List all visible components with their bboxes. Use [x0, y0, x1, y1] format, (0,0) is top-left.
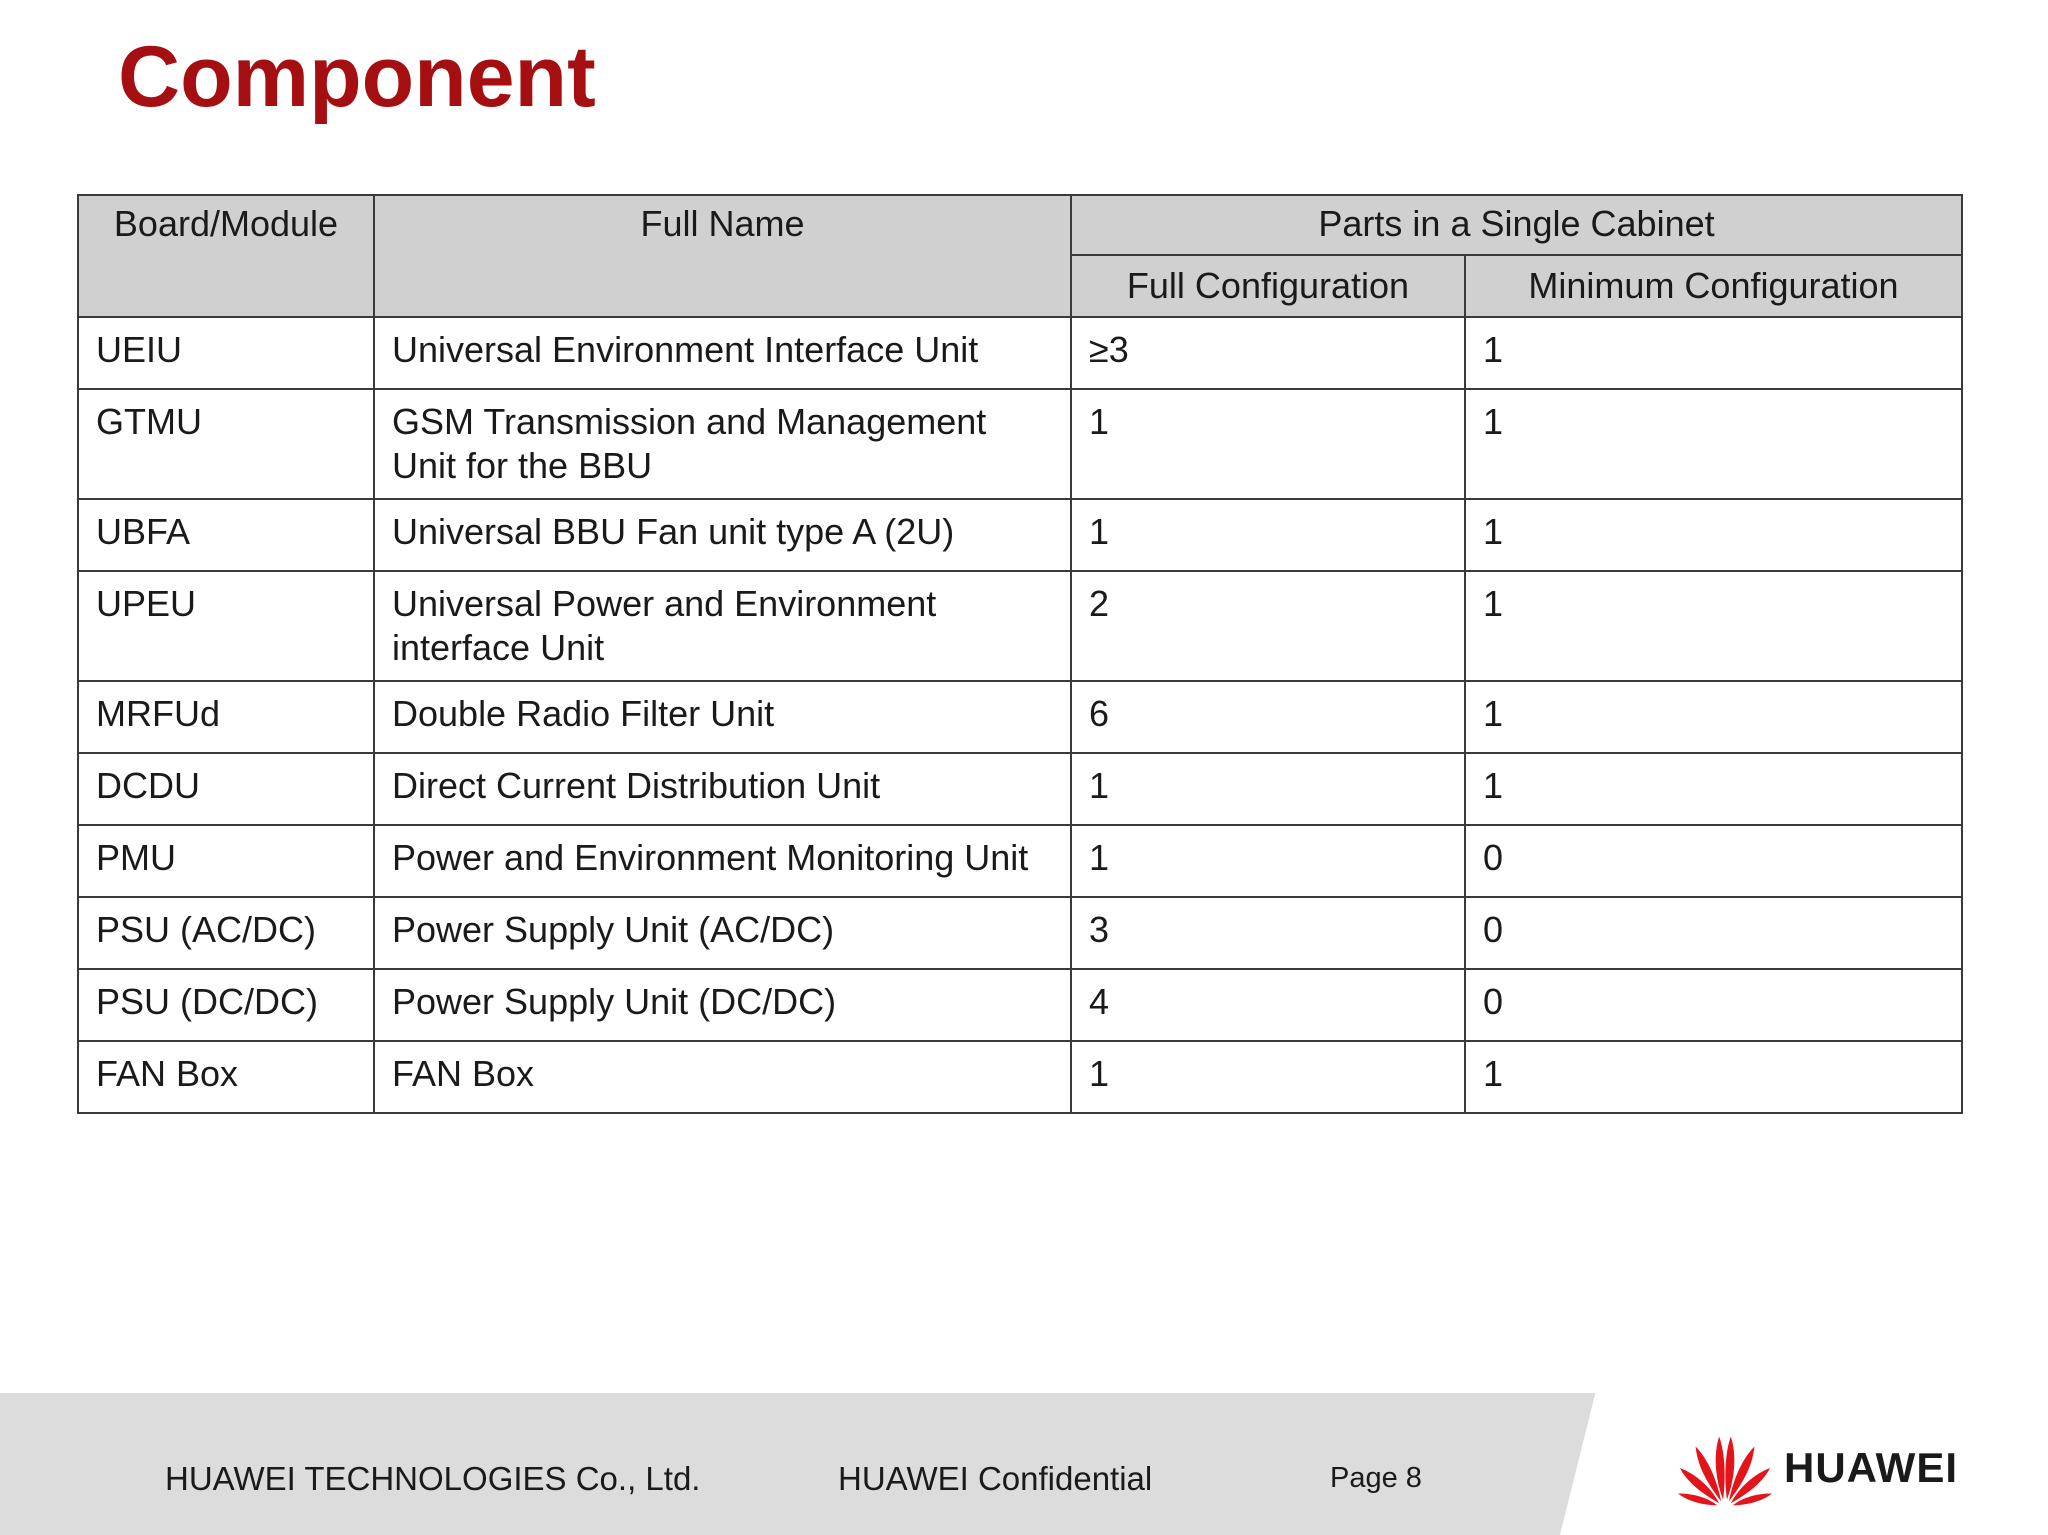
header-full-name: Full Name	[374, 195, 1071, 317]
board-cell: FAN Box	[78, 1041, 374, 1113]
header-minimum-configuration: Minimum Configuration	[1465, 255, 1962, 317]
min-config-cell: 1	[1465, 1041, 1962, 1113]
footer-company: HUAWEI TECHNOLOGIES Co., Ltd.	[165, 1460, 701, 1497]
page-title: Component	[118, 29, 596, 125]
table-row	[78, 571, 1962, 681]
full-config-cell: 3	[1071, 897, 1465, 969]
components-table	[77, 194, 1963, 1114]
full-config-cell: ≥3	[1071, 317, 1465, 389]
full-config-cell: 1	[1071, 825, 1465, 897]
full-config-cell: 1	[1071, 389, 1465, 499]
full-config-cell: 4	[1071, 969, 1465, 1041]
full-config-cell: 1	[1071, 499, 1465, 571]
header-parts-group: Parts in a Single Cabinet	[1071, 195, 1962, 255]
board-cell: PSU (DC/DC)	[78, 969, 374, 1041]
min-config-cell: 0	[1465, 897, 1962, 969]
min-config-cell: 1	[1465, 389, 1962, 499]
full-config-cell: 1	[1071, 1041, 1465, 1113]
board-cell: UBFA	[78, 499, 374, 571]
table-header-row	[78, 195, 1962, 255]
full-name-cell: Universal Environment Interface Unit	[374, 317, 1071, 389]
board-cell: DCDU	[78, 753, 374, 825]
table-row	[78, 753, 1962, 825]
header-board-module: Board/Module	[78, 195, 374, 317]
table-row	[78, 825, 1962, 897]
footer-confidential: HUAWEI Confidential	[838, 1460, 1153, 1497]
full-name-cell: Double Radio Filter Unit	[374, 681, 1071, 753]
full-name-cell: Universal Power and Environment interface Unit	[374, 571, 1071, 681]
table-row	[78, 499, 1962, 571]
table-row	[78, 897, 1962, 969]
logo-wordmark: HUAWEI	[1784, 1444, 1958, 1491]
full-name-cell: FAN Box	[374, 1041, 1071, 1113]
full-name-cell: Power Supply Unit (DC/DC)	[374, 969, 1071, 1041]
min-config-cell: 0	[1465, 825, 1962, 897]
board-cell: PMU	[78, 825, 374, 897]
table-row	[78, 1041, 1962, 1113]
full-name-cell: Universal BBU Fan unit type A (2U)	[374, 499, 1071, 571]
board-cell: UEIU	[78, 317, 374, 389]
huawei-logo	[1676, 1428, 1958, 1508]
board-cell: PSU (AC/DC)	[78, 897, 374, 969]
min-config-cell: 1	[1465, 499, 1962, 571]
min-config-cell: 1	[1465, 317, 1962, 389]
table-row	[78, 681, 1962, 753]
huawei-petals-icon	[1676, 1428, 1774, 1508]
board-cell: UPEU	[78, 571, 374, 681]
full-name-cell: GSM Transmission and Management Unit for the BBU	[374, 389, 1071, 499]
full-config-cell: 6	[1071, 681, 1465, 753]
min-config-cell: 1	[1465, 681, 1962, 753]
page-number: Page 8	[1330, 1462, 1422, 1494]
full-name-cell: Direct Current Distribution Unit	[374, 753, 1071, 825]
table-row	[78, 969, 1962, 1041]
board-cell: MRFUd	[78, 681, 374, 753]
full-config-cell: 2	[1071, 571, 1465, 681]
full-config-cell: 1	[1071, 753, 1465, 825]
min-config-cell: 1	[1465, 571, 1962, 681]
board-cell: GTMU	[78, 389, 374, 499]
full-name-cell: Power and Environment Monitoring Unit	[374, 825, 1071, 897]
table-row	[78, 389, 1962, 499]
min-config-cell: 1	[1465, 753, 1962, 825]
header-full-configuration: Full Configuration	[1071, 255, 1465, 317]
full-name-cell: Power Supply Unit (AC/DC)	[374, 897, 1071, 969]
table-row	[78, 317, 1962, 389]
min-config-cell: 0	[1465, 969, 1962, 1041]
